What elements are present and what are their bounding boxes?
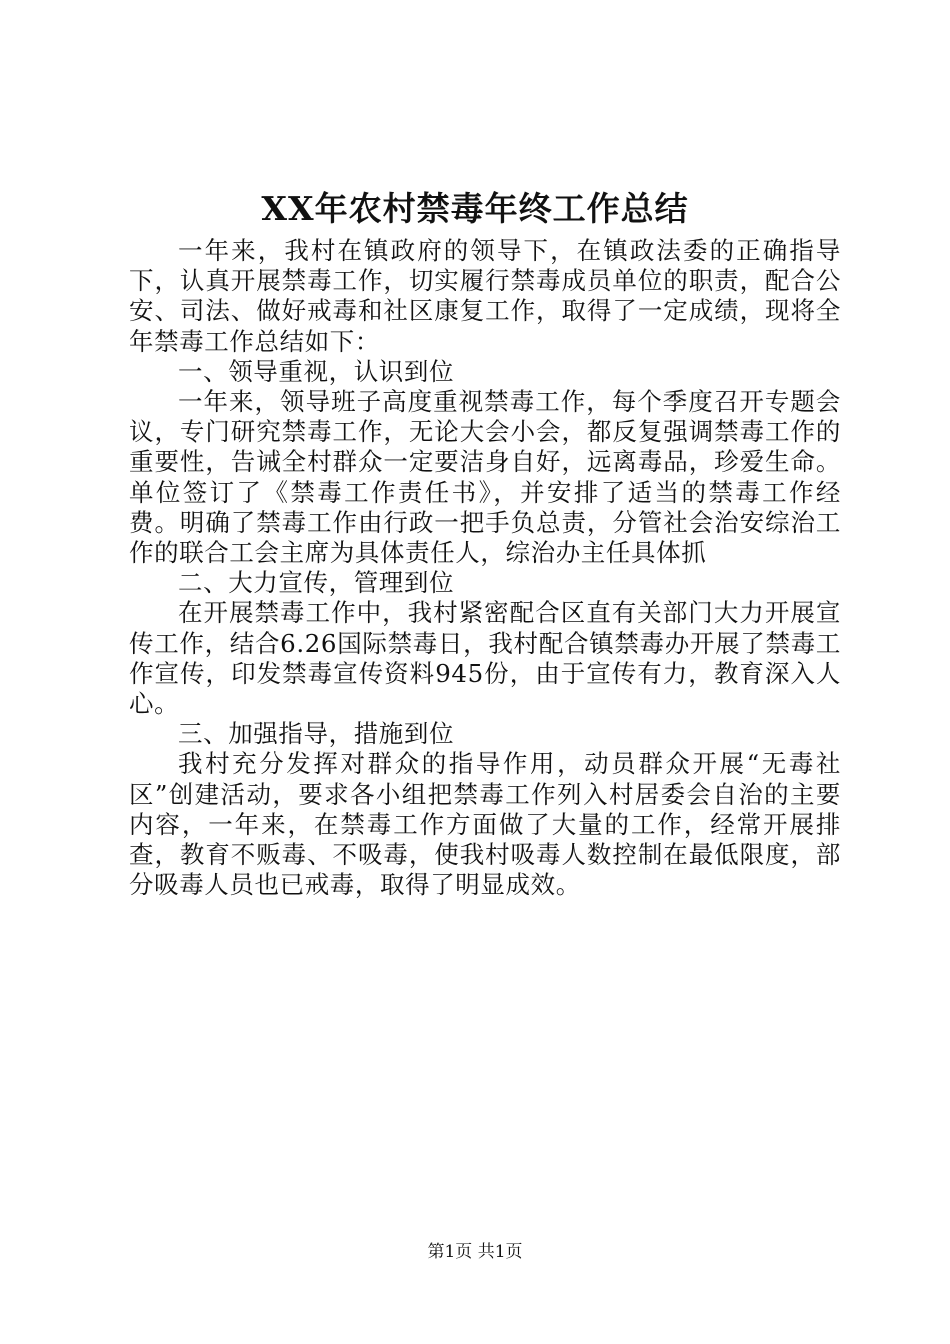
section-2-heading: 二、大力宣传，管理到位 xyxy=(178,568,455,598)
section-2-paragraph: 在开展禁毒工作中，我村紧密配合区直有关部门大力开展宣传工作，结合6.26国际禁毒日，我村配合镇禁毒办开展了禁毒工作宣传，印发禁毒宣传资料945份，由于宣传有力，教育深入人心。 xyxy=(129,598,841,719)
section-1-heading: 一、领导重视，认识到位 xyxy=(178,356,455,386)
section-3-paragraph: 我村充分发挥对群众的指导作用，动员群众开展“无毒社区”创建活动，要求各小组把禁毒工作列入村居委会自治的主要内容，一年来，在禁毒工作方面做了大量的工作，经常开展排查，教育不贩毒、不吸毒，使我村吸毒人数控制在最低限度，部分吸毒人员也已戒毒，取得了明显成效。 xyxy=(129,749,841,900)
section-1-paragraph: 一年来，领导班子高度重视禁毒工作，每个季度召开专题会议，专门研究禁毒工作，无论大会小会，都反复强调禁毒工作的重要性，告诫全村群众一定要洁身自好，远离毒品，珍爱生命。单位签订了《禁毒工作责任书》，并安排了适当的禁毒工作经费。明确了禁毒工作由行政一把手负总责，分管社会治安综治工作的联合工会主席为具体责任人，综治办主任具体抓 xyxy=(129,387,841,568)
document-body xyxy=(129,236,841,900)
page-footer: 第1页 共1页 xyxy=(427,1242,523,1262)
intro-paragraph: 一年来，我村在镇政府的领导下，在镇政法委的正确指导下，认真开展禁毒工作，切实履行禁毒成员单位的职责，配合公安、司法、做好戒毒和社区康复工作，取得了一定成绩，现将全年禁毒工作总结如下： xyxy=(129,236,841,356)
document-title: XX年农村禁毒年终工作总结 xyxy=(261,189,689,228)
section-3-heading: 三、加强指导，措施到位 xyxy=(178,719,455,749)
